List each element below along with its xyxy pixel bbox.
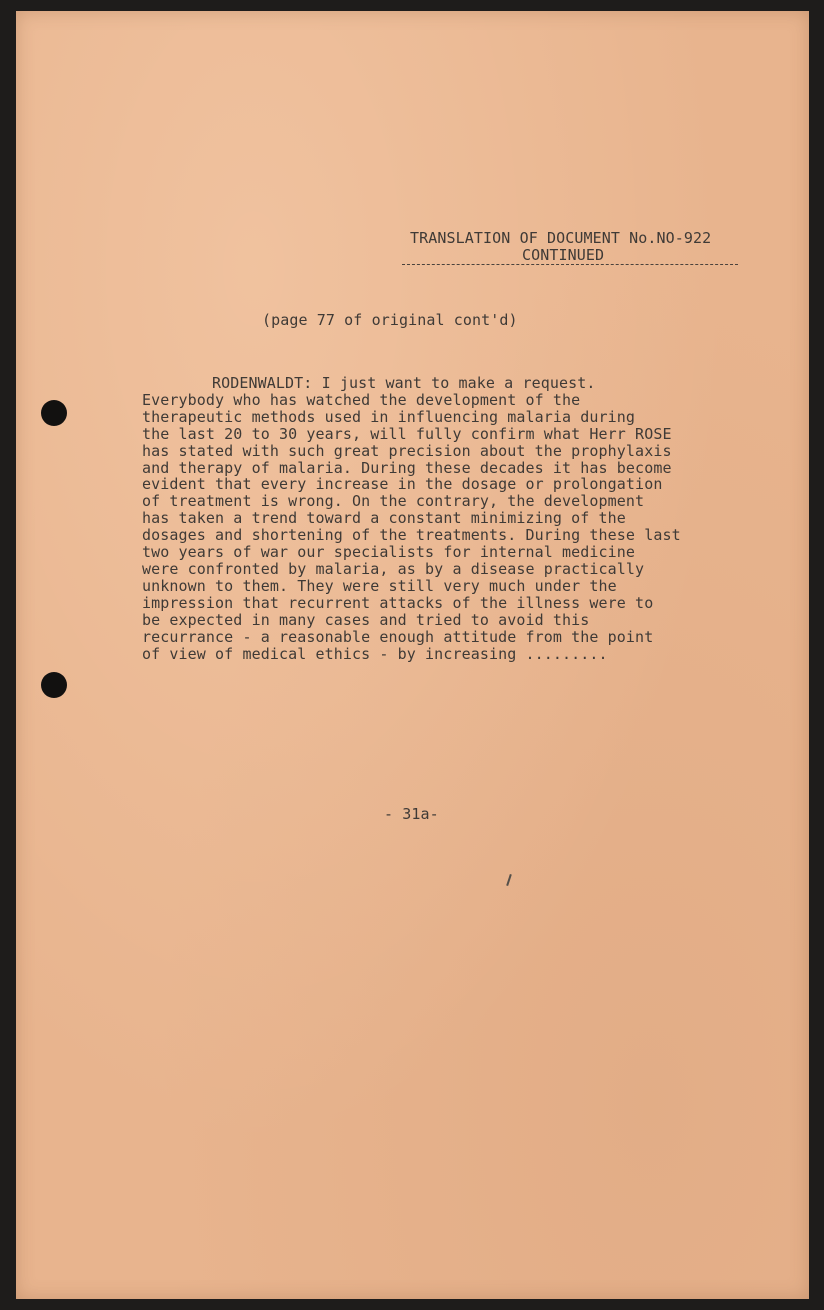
body-line: the last 20 to 30 years, will fully confirm what Herr ROSE [142, 424, 672, 443]
body-line: therapeutic methods used in influencing malaria during [142, 407, 636, 426]
body-line: impression that recurrent attacks of the illness were to [142, 593, 654, 612]
body-line: Everybody who has watched the development of the [142, 390, 581, 409]
body-line: of view of medical ethics - by increasing ......... [142, 644, 608, 663]
page-reference: (page 77 of original cont'd) [262, 311, 518, 329]
body-line: evident that every increase in the dosage or prolongation [142, 475, 663, 494]
body-line: dosages and shortening of the treatments. During these last [142, 526, 681, 545]
document-title: TRANSLATION OF DOCUMENT No.NO-922 [410, 229, 712, 247]
body-line: unknown to them. They were still very much under the [142, 576, 617, 595]
body-line: has taken a trend toward a constant minimizing of the [142, 509, 626, 528]
body-line: recurrance - a reasonable enough attitude from the point [142, 627, 654, 646]
body-line: be expected in many cases and tried to avoid this [142, 610, 590, 629]
body-line: and therapy of malaria. During these decades it has become [142, 458, 672, 477]
continued-label: CONTINUED [522, 246, 605, 264]
body-line: two years of war our specialists for internal medicine [142, 543, 636, 562]
page-number: - 31a- [384, 805, 439, 823]
body-line: RODENWALDT: I just want to make a request. [212, 374, 596, 392]
punch-hole-top [41, 400, 67, 426]
body-paragraph [142, 375, 742, 662]
header-underline [402, 264, 738, 265]
body-line: of treatment is wrong. On the contrary, the development [142, 492, 645, 511]
body-line: were confronted by malaria, as by a disease practically [142, 559, 645, 578]
punch-hole-bottom [41, 672, 67, 698]
body-line: has stated with such great precision about the prophylaxis [142, 441, 672, 460]
